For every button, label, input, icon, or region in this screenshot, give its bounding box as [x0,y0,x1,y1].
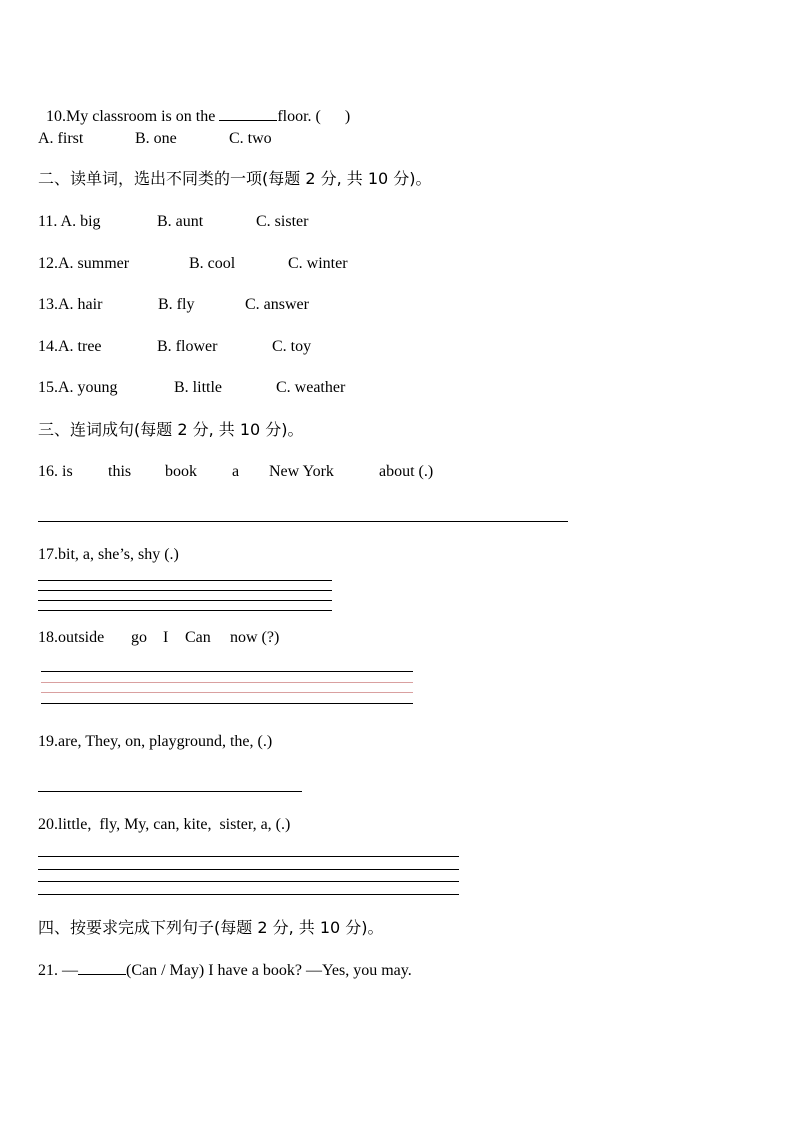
question-17 [38,545,179,565]
answer-line[interactable] [38,856,459,857]
word: Can [185,629,211,646]
word: now (?) [230,629,280,646]
answer-line[interactable] [38,869,459,870]
question-number: 19. [38,733,58,750]
question-text: bit, a, she’s, shy (.) [58,546,179,563]
option-c: C. sister [256,213,309,230]
answer-line[interactable] [41,703,413,704]
section-heading: 二、读单词，选出不同类的一项(每题 2 分, 共 10 分)。 [38,169,432,188]
question-number: 15. [38,379,58,396]
answer-line[interactable] [41,671,413,672]
section-heading: 四、按要求完成下列句子(每题 2 分, 共 10 分)。 [38,918,384,937]
option-c: C. weather [276,379,346,396]
word: outside [58,629,105,646]
word: book [165,463,197,480]
option-a: A. young [58,379,118,396]
dash: — [58,962,78,979]
option-a: A. summer [58,255,130,272]
question-number: 13. [38,296,58,313]
word: this [108,463,132,480]
word: go [131,629,147,646]
word: New York [269,463,334,480]
option-b: B. cool [189,255,236,272]
word: I [163,629,169,646]
answer-blank[interactable] [78,974,126,975]
question-12 [38,254,129,274]
question-number: 17. [38,546,58,563]
question-14 [38,337,102,357]
answer-line[interactable] [38,894,459,895]
option-a: A. hair [58,296,103,313]
section-heading: 三、连词成句(每题 2 分, 共 10 分)。 [38,420,304,439]
option-a: A. big [60,213,101,230]
question-13 [38,295,102,315]
question-10 [38,87,350,127]
paren-close: ) [344,108,351,125]
answer-line[interactable] [38,791,302,792]
answer-line[interactable] [41,682,413,683]
question-text: little, fly, My, can, kite, sister, a, (.) [58,816,291,833]
question-text: are, They, on, playground, the, (.) [58,733,273,750]
option-b: B. fly [158,296,195,313]
option-b: B. aunt [157,213,204,230]
answer-line[interactable] [38,610,332,611]
option-c: C. answer [245,296,309,313]
question-text: (Can / May) I have a book? —Yes, you may. [126,962,412,979]
question-number: 12. [38,255,58,272]
word: is [62,463,73,480]
question-number: 11. [38,213,58,230]
question-19 [38,732,272,752]
option-b: B. little [174,379,222,396]
option-c: C. toy [272,338,312,355]
option-b: B. flower [157,338,218,355]
question-20 [38,815,290,835]
answer-line[interactable] [38,600,332,601]
option-a: A. tree [58,338,102,355]
question-21 [38,961,412,981]
answer-line[interactable] [41,692,413,693]
answer-line[interactable] [38,590,332,591]
word: a [232,463,240,480]
question-11 [38,212,101,232]
question-number: 10. [46,108,66,125]
option-c: C. winter [288,255,348,272]
question-number: 18. [38,629,58,646]
option-b: B. one [135,130,177,147]
answer-blank[interactable] [219,120,277,121]
question-text: floor. ( [277,108,321,125]
answer-line[interactable] [38,580,332,581]
question-number: 16. [38,463,58,480]
question-16 [38,462,73,482]
question-number: 21. [38,962,58,979]
question-number: 20. [38,816,58,833]
question-18 [38,628,104,648]
question-number: 14. [38,338,58,355]
answer-line[interactable] [38,881,459,882]
option-a: A. first [38,130,84,147]
word: about (.) [379,463,434,480]
question-text: My classroom is on the [66,108,220,125]
question-15 [38,378,118,398]
option-c: C. two [229,130,272,147]
answer-line[interactable] [38,521,568,522]
